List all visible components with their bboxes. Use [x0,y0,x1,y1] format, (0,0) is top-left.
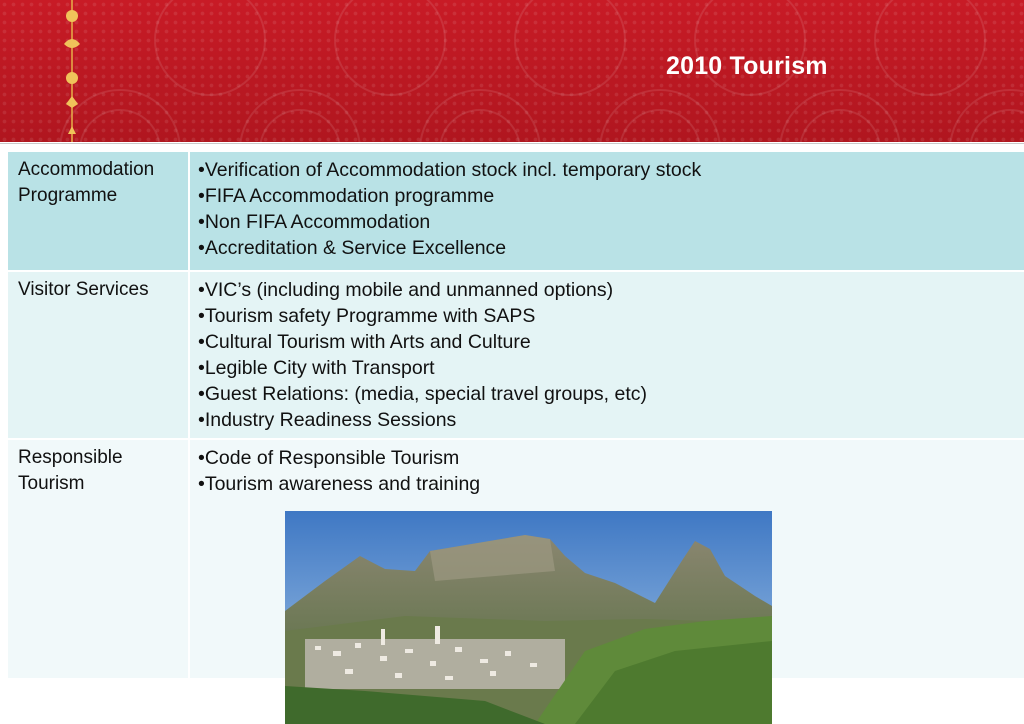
list-item: •Guest Relations: (media, special travel groups, etc) [198,383,648,405]
list-item: •Verification of Accommodation stock incl. temporary stock [198,159,702,181]
table-row-visitor-services [8,272,1024,440]
list-item: •FIFA Accommodation programme [198,185,495,207]
list-item: •Tourism safety Programme with SAPS [198,305,536,327]
row-label: Accommodation Programme [8,152,190,270]
decorative-figures-icon [64,0,80,142]
table-row-accommodation [8,152,1024,272]
header-divider [0,143,1024,144]
page-title: 2010 Tourism [666,52,828,80]
list-item: •Code of Responsible Tourism [198,447,460,469]
header-banner [0,0,1024,142]
banner-pattern [0,0,1024,142]
list-item: •Legible City with Transport [198,357,435,379]
list-item: •Tourism awareness and training [198,473,481,495]
list-item: •Non FIFA Accommodation [198,211,431,233]
list-item: •Accreditation & Service Excellence [198,237,507,259]
table-mountain-photo [285,511,772,724]
row-label: Responsible Tourism [8,440,190,678]
list-item: •Cultural Tourism with Arts and Culture [198,331,531,353]
row-label: Visitor Services [8,272,190,438]
row-items [190,152,1024,270]
list-item: •Industry Readiness Sessions [198,409,457,431]
list-item: •VIC’s (including mobile and unmanned options) [198,279,614,301]
row-items [190,272,1024,438]
